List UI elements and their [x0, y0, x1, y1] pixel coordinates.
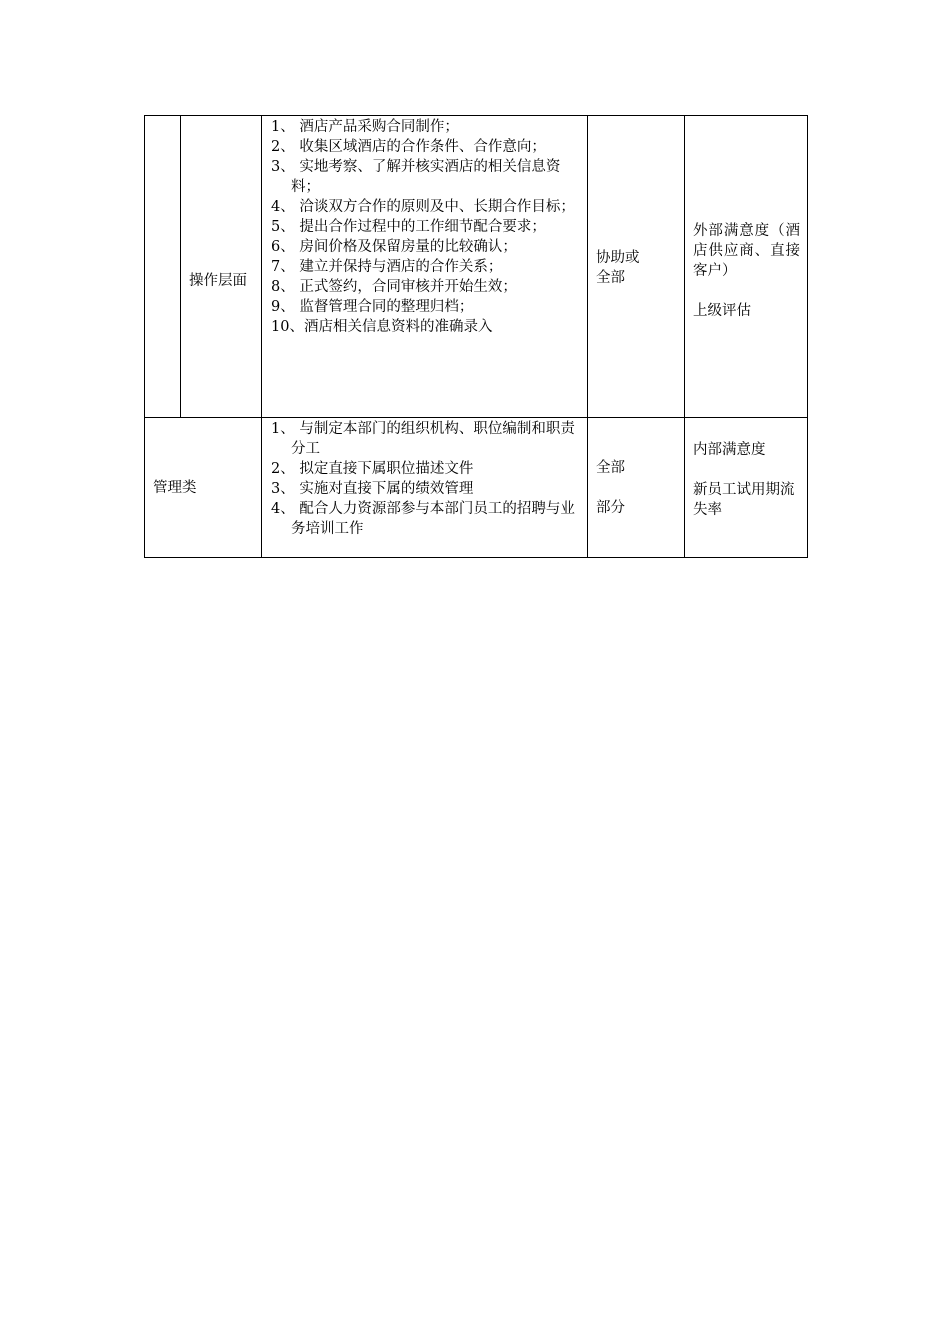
category-cell [145, 418, 262, 558]
evaluation-value: 外部满意度（酒店供应商、直接客户） 上级评估 [693, 222, 800, 319]
responsibility-value: 协助或 全部 [596, 249, 640, 286]
evaluation-cell [685, 418, 808, 558]
list-item: 2、 收集区域酒店的合作条件、合作意向； [271, 139, 546, 155]
list-item: 1、 与制定本部门的组织机构、职位编制和职责分工 [271, 421, 575, 457]
table-row-operations [145, 116, 808, 418]
list-item: 5、 提出合作过程中的工作细节配合要求； [271, 219, 546, 235]
list-item: 1、 酒店产品采购合同制作； [271, 119, 459, 135]
sublevel-label: 操作层面 [189, 272, 247, 289]
responsibility-cell [588, 116, 685, 418]
responsibility-value: 全部 部分 [596, 459, 625, 516]
evaluation-value: 内部满意度 新员工试用期流失率 [693, 442, 795, 518]
category-label: 管理类 [153, 479, 197, 496]
list-item: 3、 实地考察、了解并核实酒店的相关信息资料； [271, 159, 561, 195]
list-item: 7、 建立并保持与酒店的合作关系； [271, 259, 503, 275]
list-item: 4、 配合人力资源部参与本部门员工的招聘与业务培训工作 [271, 501, 575, 537]
responsibility-table [144, 115, 808, 558]
category-cell-blank [145, 116, 181, 418]
duty-list [262, 418, 587, 539]
list-item: 2、 拟定直接下属职位描述文件 [271, 461, 474, 477]
list-item: 3、 实施对直接下属的绩效管理 [271, 481, 474, 497]
list-item: 9、 监督管理合同的整理归档； [271, 299, 474, 315]
list-item: 8、 正式签约，合同审核并开始生效； [271, 279, 517, 295]
table-row-management [145, 418, 808, 558]
duties-cell [262, 116, 588, 418]
list-item: 6、 房间价格及保留房量的比较确认； [271, 239, 517, 255]
sublevel-cell [181, 116, 262, 418]
evaluation-cell [685, 116, 808, 418]
duty-list [262, 116, 587, 337]
duties-cell [262, 418, 588, 558]
list-item: 4、 洽谈双方合作的原则及中、长期合作目标； [271, 199, 575, 215]
responsibility-cell [588, 418, 685, 558]
list-item: 10、酒店相关信息资料的准确录入 [271, 319, 493, 335]
